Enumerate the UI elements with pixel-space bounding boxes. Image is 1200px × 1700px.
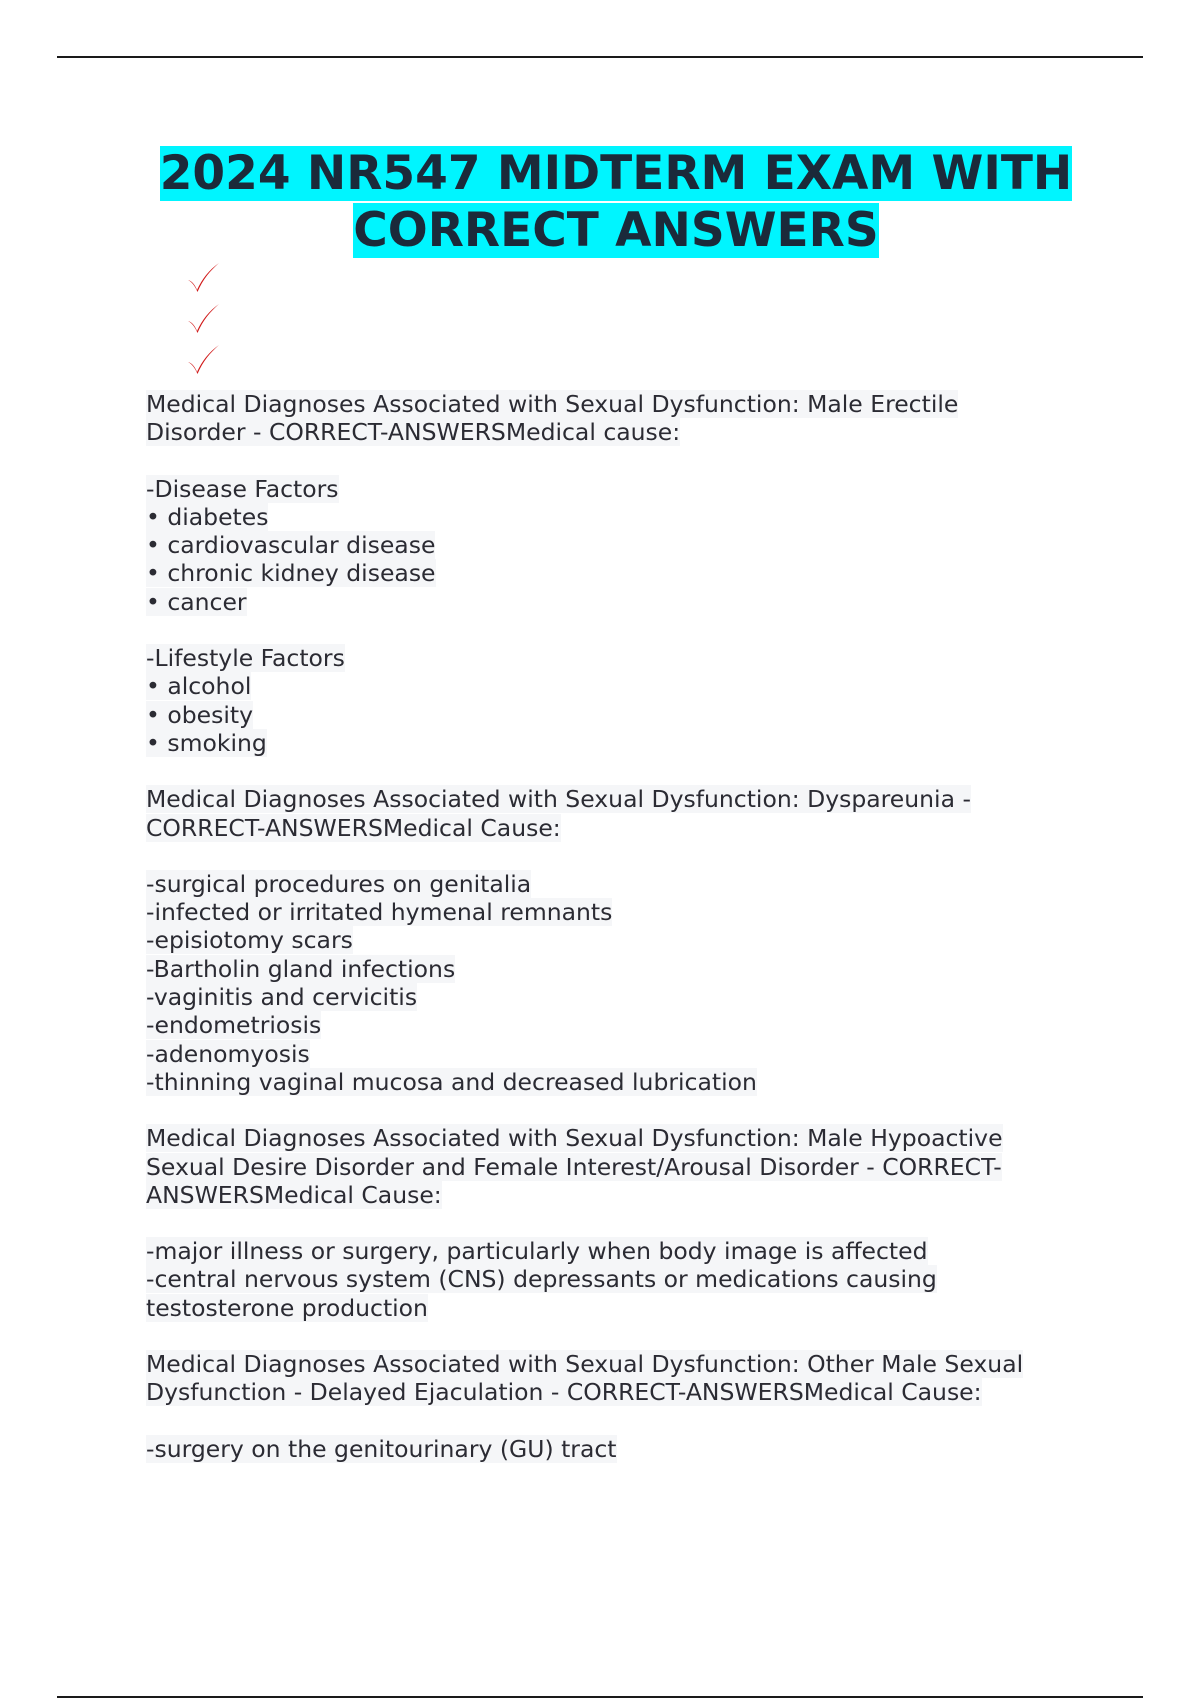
answer-line <box>146 644 1086 672</box>
answer-line <box>146 1265 1086 1293</box>
answer-line <box>146 475 1086 503</box>
check-icon <box>186 302 226 343</box>
answer-line <box>146 531 1086 559</box>
answer-line <box>146 1068 1086 1096</box>
answer-list <box>146 644 1086 757</box>
answer-line-text: • diabetes <box>146 502 269 531</box>
answer-line <box>146 1294 1086 1322</box>
answer-line <box>146 701 1086 729</box>
question-text: Medical Diagnoses Associated with Sexual Dysfunction: Other Male Sexual Dysfunction - Delayed Ejaculation - CORRECT-ANSWERSMedical Cause: <box>146 1350 1024 1407</box>
answer-line-text: -Bartholin gland infections <box>146 954 456 983</box>
answer-line-text: -Lifestyle Factors <box>146 644 345 673</box>
answer-line <box>146 559 1086 587</box>
answer-list <box>146 1237 1086 1322</box>
answer-line <box>146 672 1086 700</box>
page-title <box>146 145 1086 259</box>
top-rule <box>57 56 1143 58</box>
answer-line-text: -infected or irritated hymenal remnants <box>146 898 613 927</box>
question-heading <box>146 785 1086 842</box>
answer-line-text: • smoking <box>146 728 267 757</box>
answer-list <box>146 475 1086 616</box>
question-text: Medical Diagnoses Associated with Sexual Dysfunction: Male Erectile Disorder - CORRECT-ANSWERSMedical cause: <box>146 390 959 447</box>
answer-line <box>146 1435 1086 1463</box>
question-heading <box>146 1350 1086 1407</box>
qa-content <box>146 390 1086 1463</box>
answer-line-text: • obesity <box>146 700 253 729</box>
answer-line <box>146 870 1086 898</box>
answer-line-text: -thinning vaginal mucosa and decreased lubrication <box>146 1067 757 1096</box>
question-heading <box>146 1124 1086 1209</box>
answer-line-text: testosterone production <box>146 1293 428 1322</box>
answer-line <box>146 1040 1086 1068</box>
answer-line <box>146 955 1086 983</box>
page-body <box>146 145 1086 1491</box>
answer-line <box>146 588 1086 616</box>
check-icon <box>186 261 226 302</box>
answer-line <box>146 898 1086 926</box>
answer-list <box>146 1435 1086 1463</box>
answer-list <box>146 870 1086 1096</box>
answer-line-text: • alcohol <box>146 672 252 701</box>
answer-line <box>146 503 1086 531</box>
title-line-1: 2024 NR547 MIDTERM EXAM WITH <box>159 146 1073 201</box>
answer-line-text: -adenomyosis <box>146 1039 310 1068</box>
answer-line-text: -central nervous system (CNS) depressants or medications causing <box>146 1265 937 1294</box>
answer-line-text: -surgical procedures on genitalia <box>146 869 532 898</box>
answer-line-text: -surgery on the genitourinary (GU) tract <box>146 1434 617 1463</box>
title-line-2: CORRECT ANSWERS <box>353 203 879 258</box>
answer-line-text: • cancer <box>146 587 247 616</box>
answer-line-text: -vaginitis and cervicitis <box>146 983 418 1012</box>
bottom-rule <box>57 1696 1143 1698</box>
answer-line-text: • chronic kidney disease <box>146 559 436 588</box>
answer-line-text: -major illness or surgery, particularly when body image is affected <box>146 1237 928 1266</box>
check-list <box>186 261 1086 384</box>
answer-line-text: -Disease Factors <box>146 474 339 503</box>
answer-line <box>146 1237 1086 1265</box>
answer-line-text: • cardiovascular disease <box>146 531 436 560</box>
question-text: Medical Diagnoses Associated with Sexual Dysfunction: Male Hypoactive Sexual Desire Disorder and Female Interest/Arousal Disorder - CORRECT- ANSWERSMedical Cause: <box>146 1124 1003 1209</box>
check-icon <box>186 343 226 384</box>
answer-line <box>146 983 1086 1011</box>
answer-line <box>146 1011 1086 1039</box>
question-text: Medical Diagnoses Associated with Sexual Dysfunction: Dyspareunia - CORRECT-ANSWERSMedical Cause: <box>146 785 971 842</box>
answer-line-text: -endometriosis <box>146 1011 322 1040</box>
answer-line <box>146 729 1086 757</box>
answer-line <box>146 926 1086 954</box>
question-heading <box>146 390 1086 447</box>
answer-line-text: -episiotomy scars <box>146 926 353 955</box>
